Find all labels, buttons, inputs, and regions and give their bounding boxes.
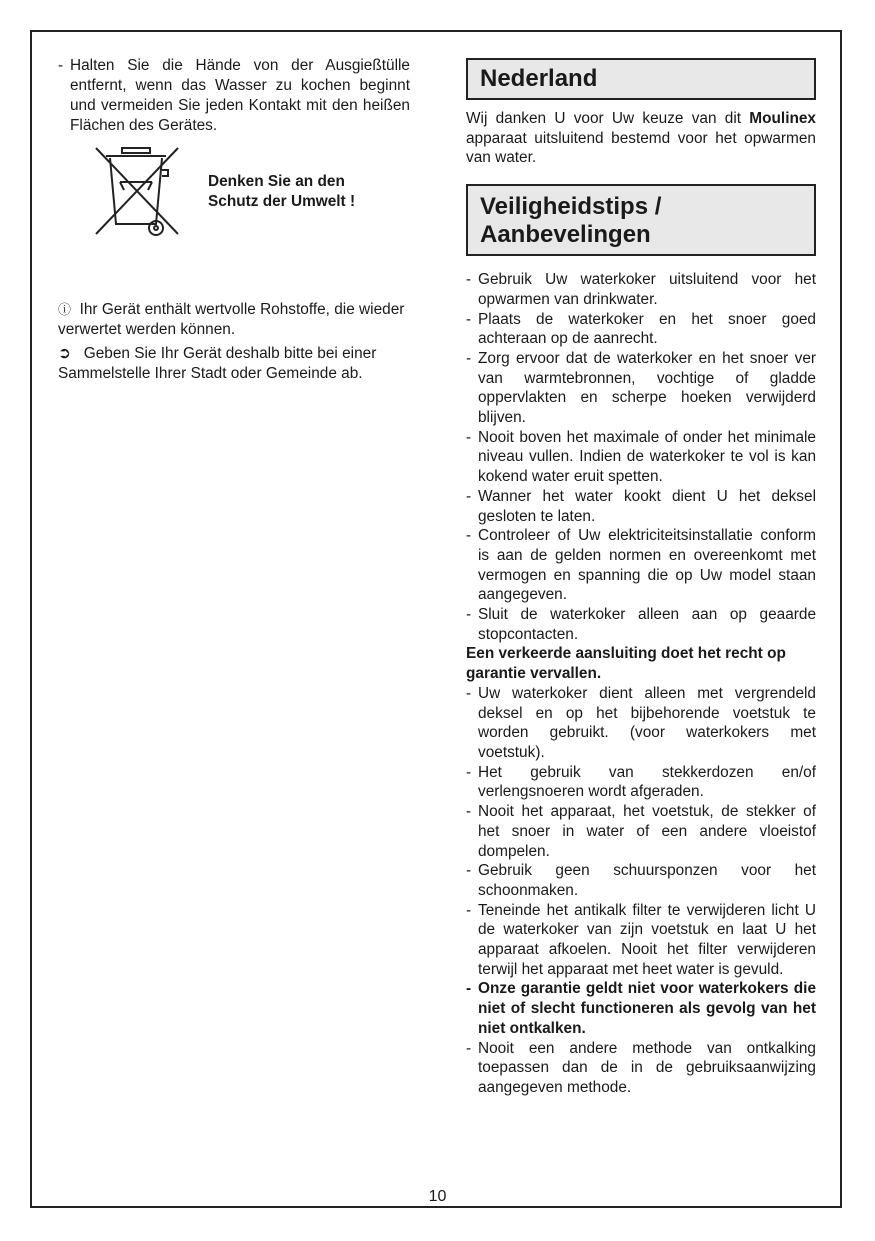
dash: - xyxy=(466,349,472,367)
intro-paragraph xyxy=(466,109,816,168)
list-item-text: Wanner het water kookt dient U het deksel gesloten te laten. xyxy=(478,487,816,525)
dash: - xyxy=(466,763,472,781)
dash: - xyxy=(466,428,472,446)
list-item xyxy=(466,487,816,526)
list-item xyxy=(466,802,816,861)
dash: - xyxy=(466,527,472,545)
recycle-text: Geben Sie Ihr Gerät deshalb bitte bei einer Sammelstelle Ihrer Stadt oder Gemeinde ab. xyxy=(58,345,377,382)
list-item-text: Gebruik Uw waterkoker uitsluitend voor het opwarmen van drinkwater. xyxy=(478,271,816,308)
list-item-bold xyxy=(466,979,816,1038)
warranty-warning: Een verkeerde aansluiting doet het recht op garantie vervallen. xyxy=(466,645,786,683)
info-icon: ⓘ xyxy=(58,302,72,317)
dash: - xyxy=(466,980,472,998)
info-text: Ihr Gerät enthält wertvolle Rohstoffe, die wieder verwertet werden können. xyxy=(58,301,405,338)
list-item-text: Onze garantie geldt niet voor waterkokers die niet of slecht functioneren als gevolg van het niet ontkalken. xyxy=(478,980,816,1037)
dash: - xyxy=(466,862,472,880)
dash: - xyxy=(466,487,472,505)
list-item xyxy=(466,684,816,763)
dash: - xyxy=(466,684,472,702)
list-item xyxy=(466,1039,816,1098)
left-column xyxy=(58,56,410,384)
dash: - xyxy=(466,271,472,289)
list-item xyxy=(466,901,816,980)
section-heading-nederland: Nederland xyxy=(466,58,816,100)
environment-caption-line1: Denken Sie an den xyxy=(208,173,345,190)
list-item-text: Nooit het apparaat, het voetstuk, de stekker of het snoer in water of een andere vloeistof dompelen. xyxy=(478,803,816,860)
safety-heading-line1: Veiligheidstips / xyxy=(480,193,662,221)
dash: - xyxy=(466,1039,472,1057)
list-item-text: Gebruik geen schuursponzen voor het schoonmaken. xyxy=(478,862,816,899)
dash: - xyxy=(466,310,472,328)
section-heading-safety xyxy=(466,184,816,256)
hands-warning-item xyxy=(58,56,410,136)
right-column xyxy=(466,58,816,1098)
list-item xyxy=(466,428,816,487)
list-item-text: Het gebruik van stekkerdozen en/of verlengsnoeren wordt afgeraden. xyxy=(478,763,816,801)
brand-name: Moulinex xyxy=(749,110,816,127)
page-number: 10 xyxy=(428,1188,447,1205)
list-item-text: Zorg ervoor dat de waterkoker en het snoer ver van warmtebronnen, vochtige of gladde oppervlakten en scherpe hoeken verwijderd blijven. xyxy=(478,349,816,427)
dash: - xyxy=(466,606,472,624)
list-item xyxy=(466,526,816,605)
info-note xyxy=(58,300,410,340)
environment-notice xyxy=(58,146,410,264)
arrow-icon: ➲ xyxy=(58,345,71,362)
list-item xyxy=(466,270,816,309)
list-item-text: Plaats de waterkoker en het snoer goed achteraan op de aanrecht. xyxy=(478,310,816,348)
safety-heading-line2: Aanbevelingen xyxy=(480,221,651,249)
list-item xyxy=(466,763,816,802)
list-item xyxy=(466,605,816,644)
list-item xyxy=(466,861,816,900)
recycle-note xyxy=(58,344,410,384)
intro-text-start: Wij danken U voor Uw keuze van dit xyxy=(466,110,750,127)
crossed-out-bin-icon xyxy=(80,146,200,238)
environment-caption-line2: Schutz der Umwelt ! xyxy=(208,193,356,210)
safety-list xyxy=(466,270,816,1098)
list-item-text: Teneinde het antikalk filter te verwijderen licht U de waterkoker van zijn voetstuk en laat U het apparaat afkoelen. Nooit het filter verwijderen terwijl het apparaat met heet water is gevuld. xyxy=(478,901,816,978)
list-item-text: Controleer of Uw elektriciteitsinstallatie conform is aan de gelden normen en overeenkomt met vermogen en spanning die op Uw model staan aangegeven. xyxy=(478,527,816,604)
intro-text-end: apparaat uitsluitend bestemd voor het opwarmen van water. xyxy=(466,129,816,167)
list-item xyxy=(466,349,816,428)
environment-caption xyxy=(208,172,355,212)
dash: - xyxy=(466,901,472,919)
list-item-text: Nooit een andere methode van ontkalking toepassen dan de in de gebruiksaanwijzing aangegeven methode. xyxy=(478,1039,816,1096)
list-item-text: Nooit boven het maximale of onder het minimale niveau vullen. Indien de waterkoker te vol is kan kokend water eruit spetten. xyxy=(478,428,816,486)
list-item-text: Uw waterkoker dient alleen met vergrendeld deksel en op het bijbehorende voetstuk te worden gebruikt. (voor waterkokers met voetstuk). xyxy=(478,684,816,761)
list-item xyxy=(466,310,816,349)
dash: - xyxy=(466,803,472,821)
dash: - xyxy=(58,57,64,74)
hands-warning-text: Halten Sie die Hände von der Ausgießtülle entfernt, wenn das Wasser zu kochen beginnt und vermeiden Sie jeden Kontakt mit den heißen Flächen des Gerätes. xyxy=(70,57,410,134)
list-item-text: Sluit de waterkoker alleen aan op geaarde stopcontacten. xyxy=(478,606,816,643)
